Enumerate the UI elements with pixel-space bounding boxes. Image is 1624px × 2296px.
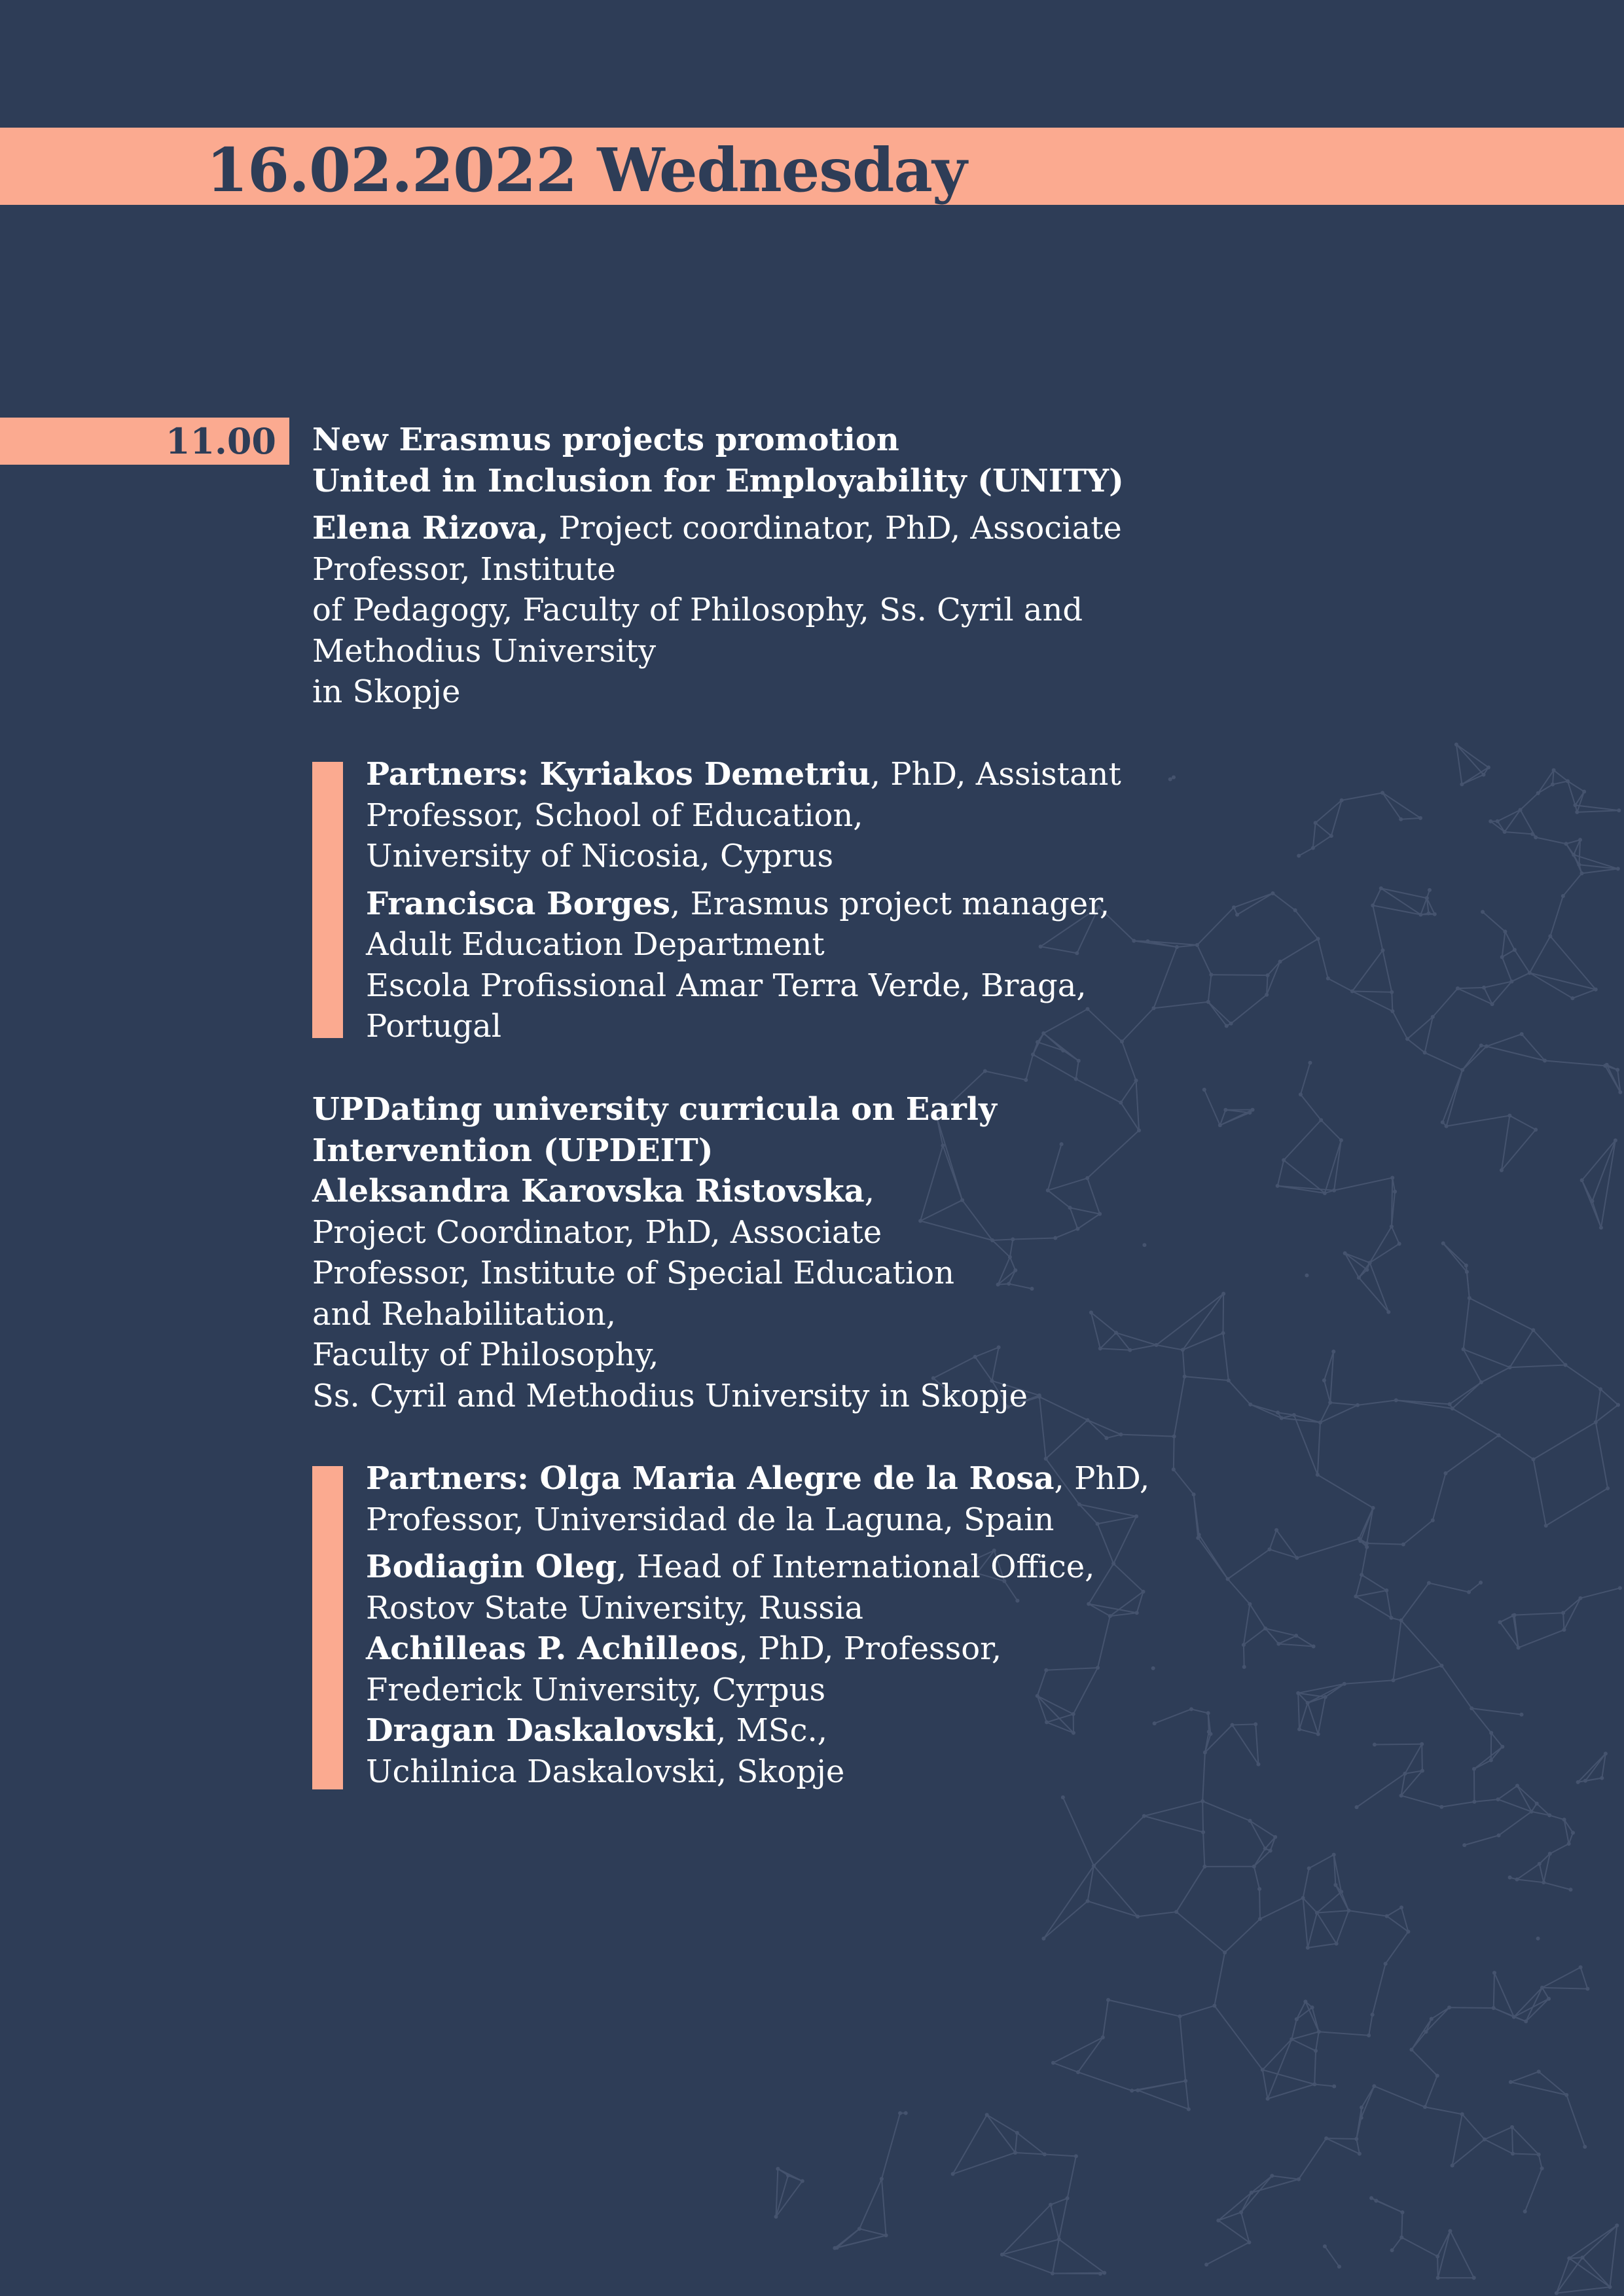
project1-partner-francisca: Francisca Borges, Erasmus project manager, xyxy=(366,885,1110,922)
project1-coordinator: Elena Rizova, Project coordinator, PhD, Associate xyxy=(312,510,1122,547)
project2-partner-achilleas: Achilleas P. Achilleos, PhD, Professor, xyxy=(366,1630,1002,1667)
project2-coordinator: Aleksandra Karovska Ristovska, xyxy=(312,1173,875,1210)
partners-accent-bar xyxy=(312,1466,343,1789)
project2-partner-dragan: Dragan Daskalovski, MSc., xyxy=(366,1712,828,1749)
session-time: 11.00 xyxy=(165,420,276,462)
project1-title: United in Inclusion for Employability (UNITY) xyxy=(312,462,1124,499)
project2-coordinator-name: Aleksandra Karovska Ristovska xyxy=(312,1173,865,1210)
partners-accent-bar xyxy=(312,762,343,1038)
project2-title: UPDating university curricula on Early xyxy=(312,1091,997,1128)
page-title-date: 16.02.2022 Wednesday xyxy=(206,135,967,206)
project2-block: UPDating university curricula on Early Intervention (UPDEIT) Aleksandra Karovska Ristovska, Project Coordinator, PhD, Associate Professor, Institute of Special Education and Rehabilitation, Faculty of Philosophy, Ss. Cyril and Methodius University in Skopje xyxy=(312,1089,1028,1416)
project2-partner-olga: Partners: Olga Maria Alegre de la Rosa, PhD, xyxy=(366,1460,1150,1497)
project1-partner-kyriakos: Partners: Kyriakos Demetriu, PhD, Assistant xyxy=(366,756,1121,793)
project1-coordinator-name: Elena Rizova, xyxy=(312,510,549,547)
session-title: New Erasmus projects promotion xyxy=(312,422,899,458)
project2-partner-bodiagin: Bodiagin Oleg, Head of International Office, xyxy=(366,1549,1095,1585)
session-time-band xyxy=(0,418,289,465)
project1-block: New Erasmus projects promotion United in Inclusion for Employability (UNITY) Elena Rizova, Project coordinator, PhD, Associate Professor, Institute of Pedagogy, Faculty of Philosophy, Ss. Cyril and Methodius University in Skopje xyxy=(312,420,1124,713)
